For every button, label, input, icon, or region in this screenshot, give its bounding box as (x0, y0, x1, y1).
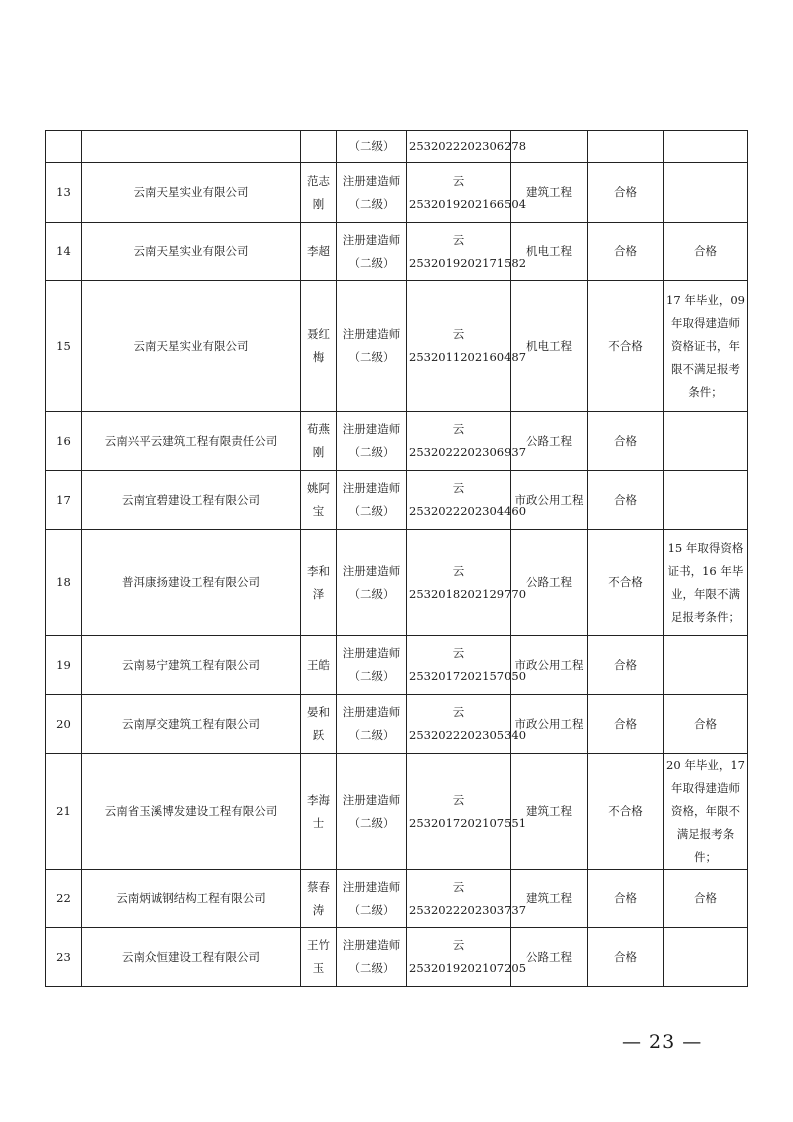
company-name-cell (82, 163, 301, 223)
certificate-type-cell (337, 281, 407, 412)
certificate-type-line-1: 注册建造师 (342, 792, 401, 807)
registration-number-line-2: 2532019202166504 (409, 196, 527, 211)
registration-number-cell (407, 471, 527, 530)
remark-cell (664, 281, 748, 412)
company-name: 云南天星实业有限公司 (133, 244, 249, 258)
certificate-type-line-1: 注册建造师 (342, 938, 401, 952)
table-row (46, 471, 748, 530)
specialty: 市政公用工程 (514, 657, 584, 672)
person-name: 李超 (307, 244, 330, 258)
registration-number-cell (407, 223, 527, 281)
registration-number-line-2: 2532022202303737 (409, 902, 527, 917)
company-name-cell (82, 870, 301, 928)
row-number: 14 (56, 244, 71, 258)
certificate-type-line-2: （二级） (348, 504, 395, 518)
registration-number-line-2: 2532017202157050 (409, 669, 527, 683)
certificate-type-cell (337, 471, 407, 530)
specialty: 机电工程 (526, 338, 572, 353)
table-body (46, 131, 748, 987)
company-name: 云南兴平云建筑工程有限责任公司 (104, 433, 278, 448)
registration-number-line-2: 2532022202306278 (409, 139, 527, 153)
review-result: 合格 (614, 433, 637, 448)
qualification-table (45, 130, 748, 987)
person-name: 荀燕刚 (307, 422, 330, 459)
person-name: 李和泽 (307, 563, 330, 601)
registration-number-cell (407, 163, 527, 223)
certificate-type-line-2: （二级） (348, 586, 395, 601)
certificate-type-line-2: （二级） (348, 902, 395, 917)
person-name-cell (301, 223, 337, 281)
company-name-cell (82, 695, 301, 754)
row-number: 22 (56, 891, 71, 905)
certificate-type-line-1: 注册建造师 (342, 173, 401, 188)
specialty: 建筑工程 (526, 185, 572, 199)
specialty-cell (511, 754, 588, 870)
certificate-type-cell (337, 754, 407, 870)
table-row (46, 281, 748, 412)
registration-number-line-1: 云 (452, 327, 465, 341)
review-result-cell (588, 870, 664, 928)
company-name-cell (82, 223, 301, 281)
registration-number-line-1: 云 (452, 563, 465, 578)
review-result: 不合格 (608, 575, 643, 589)
review-result: 合格 (614, 949, 637, 964)
registration-number-line-1: 云 (452, 705, 465, 719)
registration-number-line-2: 2532011202160487 (409, 350, 527, 364)
review-result-cell (588, 412, 664, 471)
certificate-type-line-2: （二级） (348, 196, 395, 211)
certificate-type-line-1: 注册建造师 (342, 422, 401, 436)
registration-number-line-2: 2532019202107205 (409, 961, 527, 975)
person-name: 聂红梅 (307, 327, 330, 364)
review-result-cell (588, 471, 664, 530)
certificate-type-cell (337, 163, 407, 223)
company-name-cell (82, 530, 301, 636)
registration-number-line-1: 云 (452, 792, 465, 807)
row-number-cell (46, 163, 82, 223)
row-number: 18 (56, 575, 71, 589)
company-name: 云南厚交建筑工程有限公司 (122, 716, 260, 731)
registration-number-line-1: 云 (452, 646, 465, 660)
certificate-type-line-2: （二级） (348, 961, 395, 975)
person-name-cell (301, 636, 337, 695)
specialty-cell (511, 870, 588, 928)
company-name-cell (82, 281, 301, 412)
review-result: 合格 (614, 657, 637, 672)
person-name: 李海士 (307, 792, 330, 830)
registration-number-cell (407, 695, 527, 754)
company-name: 云南省玉溪博发建设工程有限公司 (104, 804, 278, 818)
review-result-cell (588, 131, 664, 163)
row-number-cell (46, 281, 82, 412)
registration-number-cell (407, 870, 527, 928)
row-number-cell (46, 412, 82, 471)
company-name-cell (82, 754, 301, 870)
specialty-cell (511, 223, 588, 281)
table-row (46, 754, 748, 870)
review-result-cell (588, 754, 664, 870)
certificate-type-line-2: （二级） (348, 815, 395, 830)
remark: 17 年毕业，09 年取得建造师资格证书，年限不满足报考条件； (666, 292, 745, 399)
row-number-cell (46, 754, 82, 870)
table-row (46, 131, 748, 163)
remark-cell (664, 695, 748, 754)
remark-cell (664, 412, 748, 471)
specialty: 市政公用工程 (514, 492, 584, 507)
company-name-cell (82, 471, 301, 530)
remark: 合格 (694, 891, 717, 905)
review-result: 不合格 (608, 804, 643, 818)
person-name-cell (301, 870, 337, 928)
remark-cell (664, 928, 748, 987)
certificate-type-line-2: （二级） (348, 669, 395, 683)
review-result-cell (588, 163, 664, 223)
person-name: 范志刚 (307, 173, 330, 211)
person-name-cell (301, 530, 337, 636)
certificate-type-line-2: （二级） (348, 728, 395, 742)
person-name: 姚阿宝 (307, 481, 330, 518)
specialty-cell (511, 281, 588, 412)
registration-number-line-1: 云 (452, 938, 465, 952)
person-name-cell (301, 281, 337, 412)
certificate-type-line-1: 注册建造师 (342, 879, 401, 894)
certificate-type-line-2: （二级） (348, 350, 395, 364)
row-number-cell (46, 530, 82, 636)
certificate-type-cell (337, 131, 407, 163)
row-number-cell (46, 870, 82, 928)
person-name-cell (301, 163, 337, 223)
specialty-cell (511, 928, 588, 987)
table-row (46, 163, 748, 223)
certificate-type-line-1: 注册建造师 (342, 232, 401, 247)
review-result-cell (588, 928, 664, 987)
remark-cell (664, 530, 748, 636)
certificate-type-cell (337, 636, 407, 695)
registration-number-line-2: 2532022202304460 (409, 504, 527, 518)
person-name: 晏和跃 (307, 705, 330, 742)
remark-cell (664, 870, 748, 928)
certificate-type-cell (337, 695, 407, 754)
company-name: 云南宜碧建设工程有限公司 (122, 492, 260, 507)
registration-number-line-1: 云 (452, 481, 465, 495)
person-name: 蔡春涛 (307, 879, 330, 917)
remark-cell (664, 754, 748, 870)
row-number-cell (46, 223, 82, 281)
registration-number-cell (407, 636, 527, 695)
person-name-cell (301, 412, 337, 471)
table-row (46, 412, 748, 471)
registration-number-line-2: 2532022202306937 (409, 445, 527, 459)
person-name: 王皓 (307, 657, 330, 672)
row-number: 16 (56, 433, 71, 448)
company-name: 云南天星实业有限公司 (133, 185, 249, 199)
specialty: 建筑工程 (526, 804, 572, 818)
specialty: 公路工程 (526, 949, 572, 964)
certificate-type-line-1: 注册建造师 (342, 563, 401, 578)
certificate-type-line-1: 注册建造师 (342, 327, 401, 341)
remark-cell (664, 471, 748, 530)
remark: 合格 (694, 716, 717, 731)
registration-number-line-1: 云 (452, 879, 465, 894)
company-name-cell (82, 131, 301, 163)
specialty-cell (511, 636, 588, 695)
registration-number-cell (407, 928, 527, 987)
row-number: 19 (56, 657, 71, 672)
row-number-cell (46, 131, 82, 163)
company-name-cell (82, 928, 301, 987)
remark-cell (664, 223, 748, 281)
registration-number-cell (407, 530, 527, 636)
registration-number-line-1: 云 (452, 173, 465, 188)
person-name-cell (301, 928, 337, 987)
row-number: 23 (56, 949, 71, 964)
specialty: 公路工程 (526, 575, 572, 589)
company-name-cell (82, 412, 301, 471)
row-number-cell (46, 471, 82, 530)
registration-number-cell (407, 281, 527, 412)
remark-cell (664, 636, 748, 695)
row-number: 17 (56, 492, 71, 507)
certificate-type-line-2: （二级） (348, 255, 395, 270)
table-row (46, 695, 748, 754)
registration-number-line-1: 云 (452, 422, 465, 436)
certificate-type-cell (337, 223, 407, 281)
review-result-cell (588, 223, 664, 281)
review-result-cell (588, 636, 664, 695)
review-result: 合格 (614, 716, 637, 731)
specialty-cell (511, 695, 588, 754)
row-number: 20 (56, 716, 71, 731)
certificate-type-line-1: 注册建造师 (342, 705, 401, 719)
review-result: 合格 (614, 185, 637, 199)
certificate-type-cell (337, 412, 407, 471)
certificate-type-cell (337, 530, 407, 636)
remark: 20 年毕业，17 年取得建造师资格，年限不满足报考条件； (666, 758, 745, 864)
table-row (46, 223, 748, 281)
registration-number-line-2: 2532018202129770 (409, 586, 527, 601)
registration-number-line-1: 云 (452, 232, 465, 247)
specialty: 建筑工程 (526, 891, 572, 905)
specialty: 机电工程 (526, 244, 572, 258)
registration-number-cell (407, 131, 527, 163)
review-result: 合格 (614, 244, 637, 258)
company-name: 云南易宁建筑工程有限公司 (122, 657, 260, 672)
specialty-cell (511, 471, 588, 530)
specialty-cell (511, 412, 588, 471)
certificate-type-line-1: 注册建造师 (342, 481, 401, 495)
company-name: 普洱康扬建设工程有限公司 (122, 575, 260, 589)
person-name-cell (301, 695, 337, 754)
person-name-cell (301, 754, 337, 870)
table-row (46, 870, 748, 928)
table-row (46, 530, 748, 636)
row-number: 13 (56, 185, 71, 199)
registration-number-line-2: 2532019202171582 (409, 255, 527, 270)
registration-number-line-2: 2532022202305340 (409, 728, 527, 742)
certificate-type-line-1: 注册建造师 (342, 646, 401, 660)
specialty: 市政公用工程 (514, 716, 584, 731)
company-name-cell (82, 636, 301, 695)
certificate-type-cell (337, 928, 407, 987)
certificate-type-line-2: （二级） (348, 139, 395, 153)
review-result: 合格 (614, 891, 637, 905)
specialty-cell (511, 163, 588, 223)
row-number: 15 (56, 338, 71, 353)
person-name-cell (301, 471, 337, 530)
registration-number-cell (407, 412, 527, 471)
page-number: — 23 — (622, 1031, 703, 1053)
review-result: 不合格 (608, 338, 643, 353)
review-result: 合格 (614, 492, 637, 507)
company-name: 云南炳诚钢结构工程有限公司 (116, 891, 266, 905)
remark-cell (664, 131, 748, 163)
specialty-cell (511, 530, 588, 636)
review-result-cell (588, 281, 664, 412)
registration-number-cell (407, 754, 527, 870)
row-number-cell (46, 695, 82, 754)
table-row (46, 636, 748, 695)
specialty: 公路工程 (526, 433, 572, 448)
person-name-cell (301, 131, 337, 163)
registration-number-line-2: 2532017202107551 (409, 815, 527, 830)
table-row (46, 928, 748, 987)
person-name: 王竹玉 (307, 938, 330, 975)
company-name: 云南天星实业有限公司 (133, 338, 249, 353)
remark-cell (664, 163, 748, 223)
certificate-type-line-2: （二级） (348, 445, 395, 459)
company-name: 云南众恒建设工程有限公司 (122, 949, 260, 964)
row-number: 21 (56, 804, 71, 818)
review-result-cell (588, 695, 664, 754)
certificate-type-cell (337, 870, 407, 928)
remark: 15 年取得资格证书，16 年毕业，年限不满足报考条件； (667, 540, 744, 624)
review-result-cell (588, 530, 664, 636)
row-number-cell (46, 928, 82, 987)
remark: 合格 (694, 244, 717, 258)
row-number-cell (46, 636, 82, 695)
